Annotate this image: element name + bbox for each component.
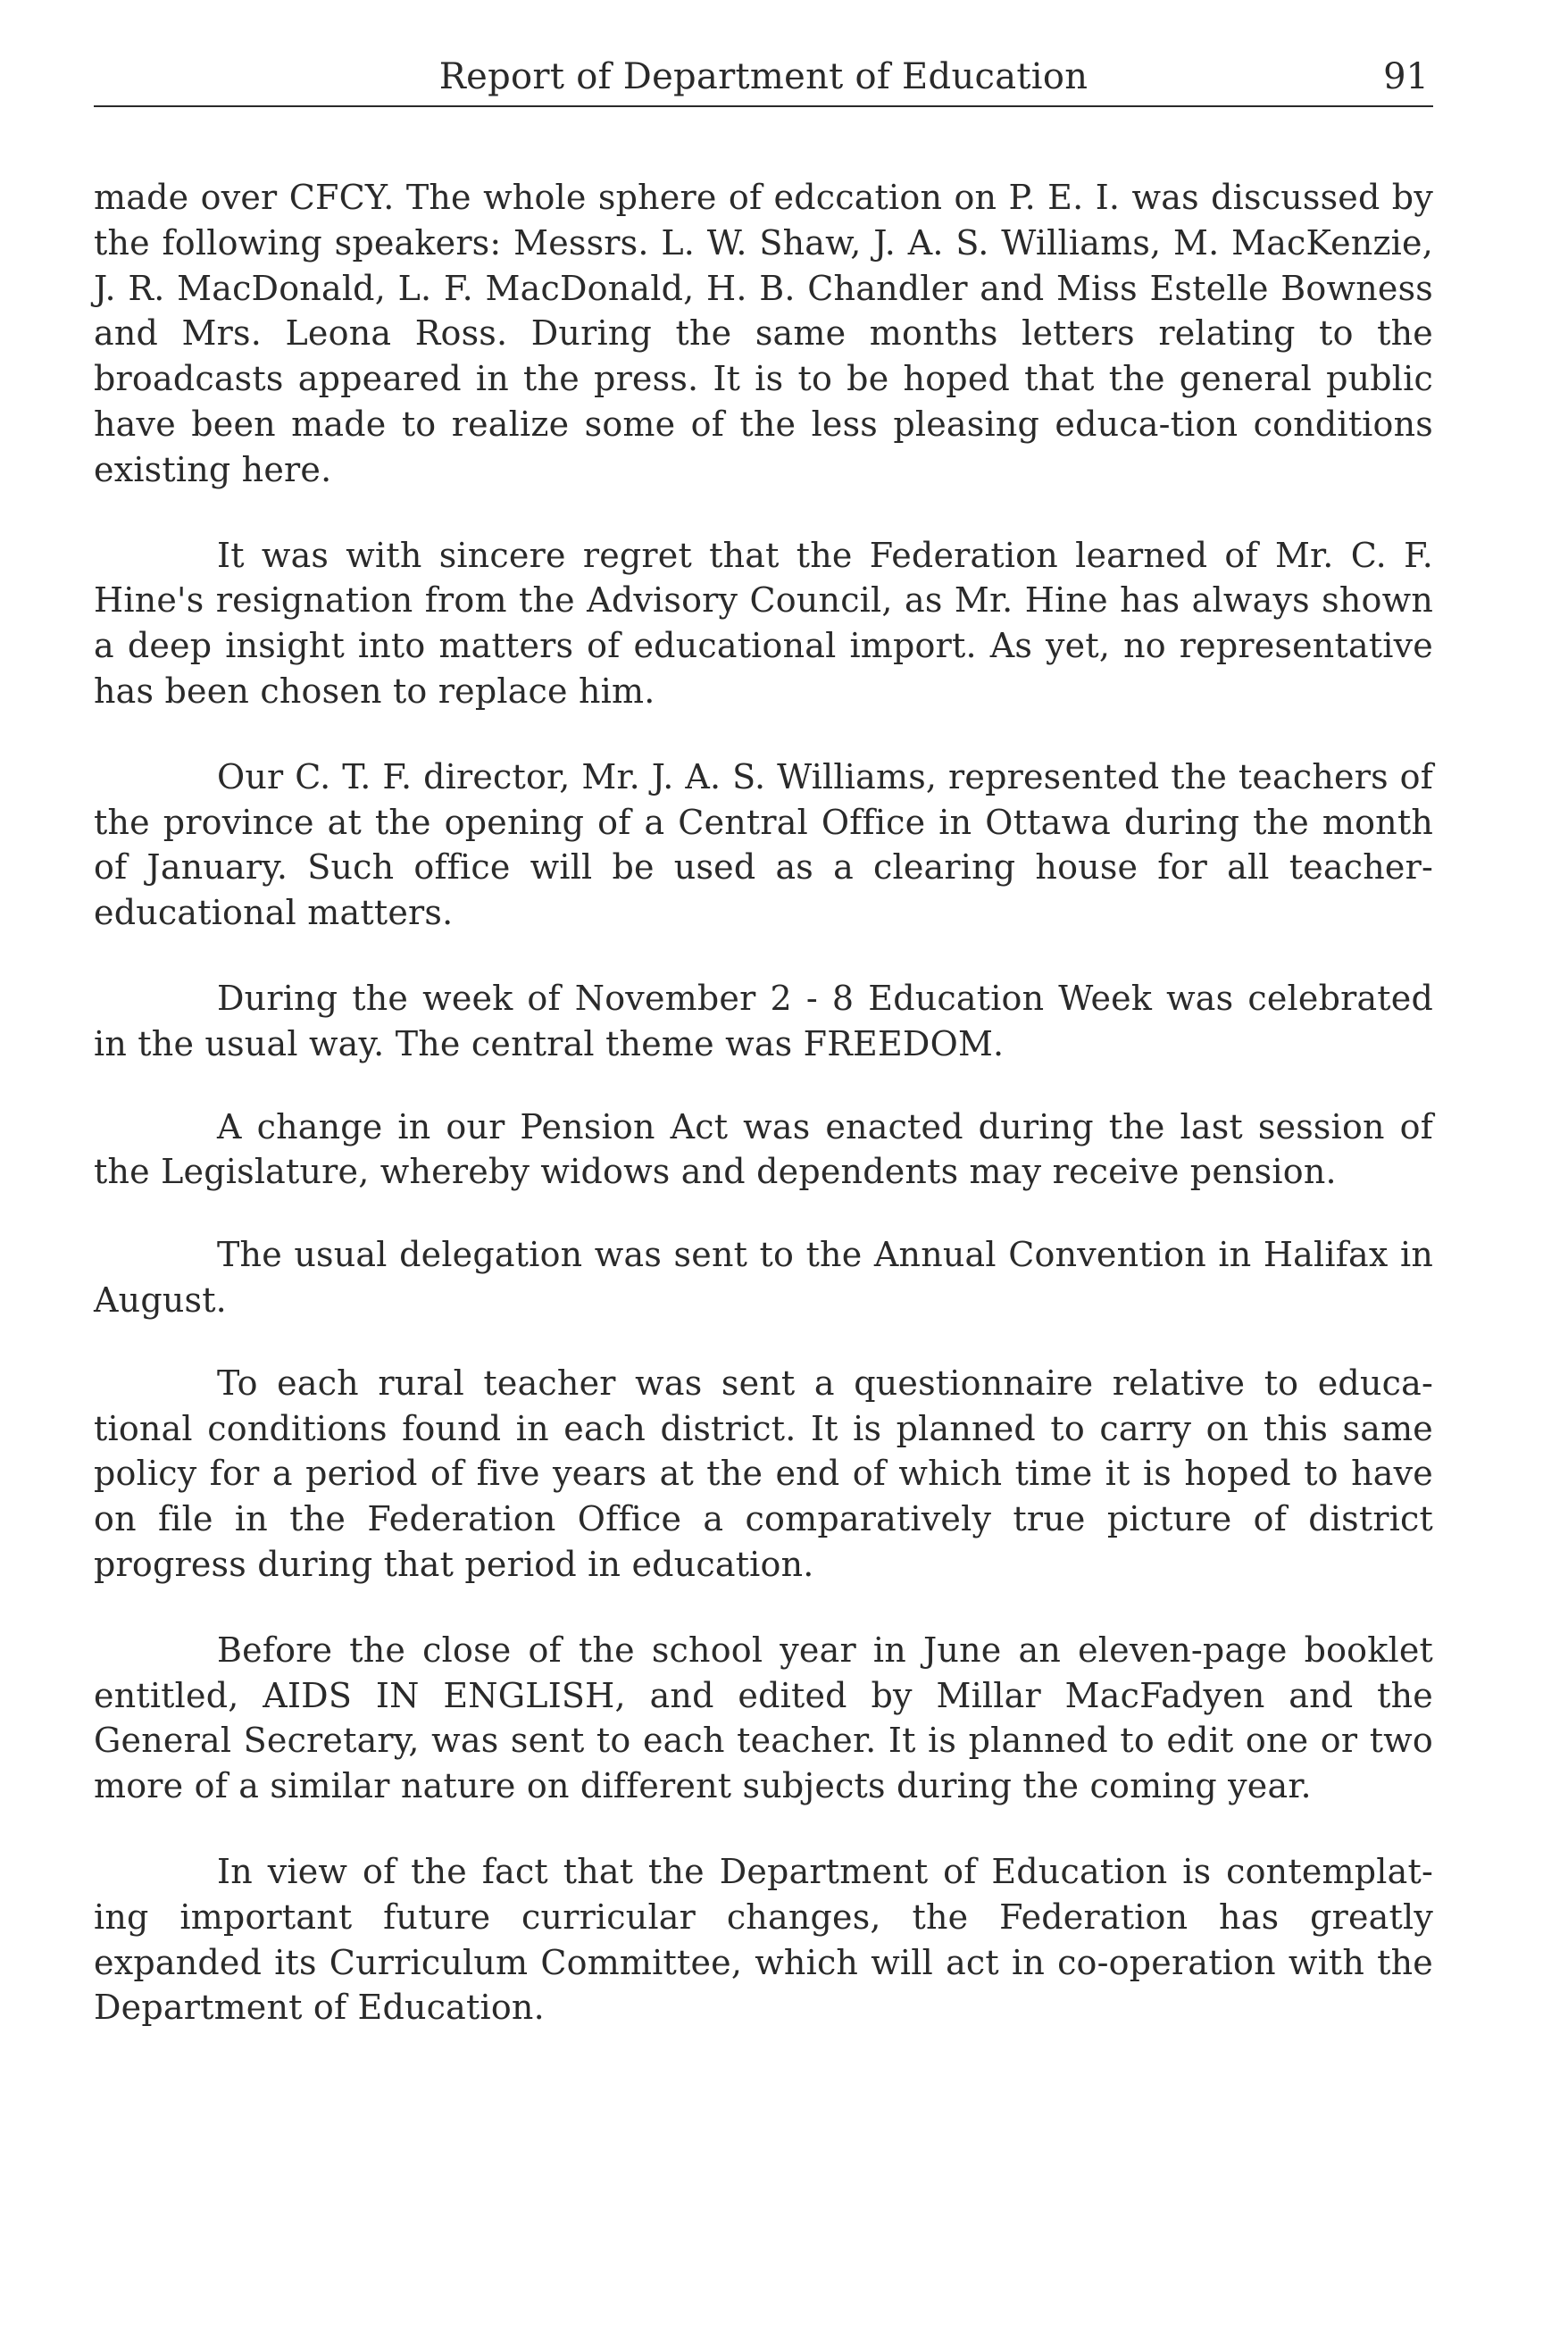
- paragraph-education-week: During the week of November 2 - 8 Education Week was celebrated in the usual way. The central theme was FREEDOM.: [94, 978, 1433, 1063]
- body-text: [94, 175, 1433, 2030]
- page-number: 91: [1383, 56, 1429, 97]
- paragraph-aids-in-english: Before the close of the school year in June an eleven-page booklet entitled, AIDS IN ENGLISH, and edited by Millar MacFadyen and the General Secretary, was sent to each teacher. It is planned to edit one or two more of a similar nature on different subjects during the coming year.: [94, 1630, 1433, 1806]
- paragraph-hine-resignation: It was with sincere regret that the Federation learned of Mr. C. F. Hine's resignation from the Advisory Council, as Mr. Hine has always shown a deep insight into matters of educational import. As yet, no representative has been chosen to replace him.: [94, 535, 1433, 711]
- paragraph-curriculum-committee: In view of the fact that the Department of Education is contemplat-ing important future curricular changes, the Federation has greatly expanded its Curriculum Committee, which will act in co-operation with the Department of Education.: [94, 1851, 1433, 2028]
- running-title: Report of Department of Education: [438, 56, 1088, 97]
- paragraph-broadcasts-continued: made over CFCY. The whole sphere of edccation on P. E. I. was discussed by the following speakers: Messrs. L. W. Shaw, J. A. S. Williams, M. MacKenzie, J. R. MacDonald, L. F. MacDonald, H. B. Chandler and Miss Estelle Bowness and Mrs. Leona Ross. During the same months letters relating to the broadcasts appeared in the press. It is to be hoped that the general public have been made to realize some of the less pleasing educa-tion conditions existing here.: [94, 178, 1433, 489]
- paragraph-pension-act: A change in our Pension Act was enacted during the last session of the Legislature, whereby widows and dependents may receive pension.: [94, 1106, 1433, 1192]
- paragraph-questionnaire: To each rural teacher was sent a questionnaire relative to educa-tional conditions found in each district. It is planned to carry on this same policy for a period of five years at the end of which time it is hoped to have on file in the Federation Office a comparatively true picture of district progress during that period in education.: [94, 1363, 1433, 1584]
- paragraph-delegation: The usual delegation was sent to the Annual Convention in Halifax in August.: [94, 1235, 1433, 1320]
- paragraph-ctf-director: Our C. T. F. director, Mr. J. A. S. Williams, represented the teachers of the province at the opening of a Central Office in Ottawa during the month of January. Such office will be used as a clearing house for all teacher-educational matters.: [94, 756, 1433, 933]
- header-rule: [94, 105, 1433, 107]
- running-header: [94, 52, 1433, 105]
